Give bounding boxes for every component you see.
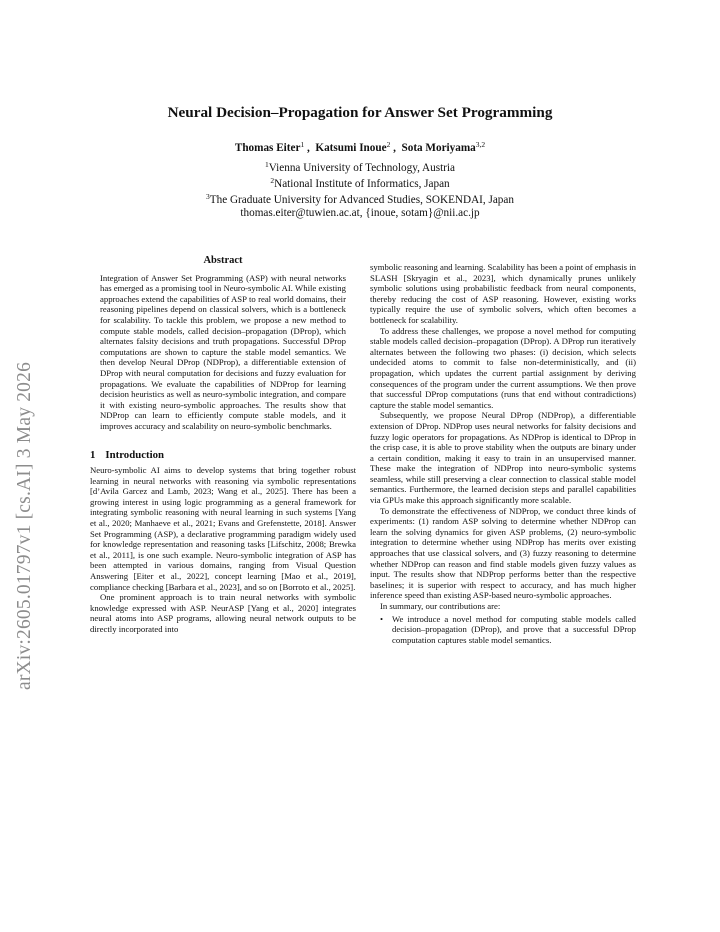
affiliation: $^3$The Graduate University for Advanced Studies, SOKENDAI, Japan: [206, 192, 514, 206]
author-affil-mark: 3,2: [475, 140, 486, 149]
affiliation: $^1$Vienna University of Technology, Austria: [265, 160, 455, 174]
author-name: Katsumi Inoue: [315, 142, 387, 154]
left-column: [90, 256, 356, 635]
intro-paragraph: Neuro-symbolic AI aims to develop systems that bring together robust learning in neural networks with reasoning via symbolic representations [d’Avila Garcez and Lamb, 2023; Wang et al., 2025]. There has been a growing interest in using logic programming as a general framework for integrating symbolic reasoning with neural learning in such systems [Yang et al., 2020; Manhaeve et al., 2021; Evans and Grefenstette, 2018]. Answer Set Programming (ASP), a declarative programming paradigm widely used for knowledge representation and reasoning tasks [Lifschitz, 2008; Brewka et al., 2011], is one such example. Neuro-symbolic integration of ASP has been attempted in various domains, ranging from Visual Question Answering [Eiter et al., 2022], concept learning [Mao et al., 2019], compliance checking [Barbara et al., 2023], and so on [Borroto et al., 2025].: [90, 465, 356, 592]
section-heading: [90, 450, 356, 461]
intro-paragraph: In summary, our contributions are:: [380, 601, 501, 611]
intro-paragraph: One prominent approach is to train neural networks with symbolic knowledge expressed with ASP. NeurASP [Yang et al., 2020] integrates neural atoms into ASP programs, allowing neural network outputs to be directly incorporated into: [90, 592, 356, 634]
paper-title: Neural Decision–Propagation for Answer Set Programming: [167, 104, 553, 121]
intro-paragraph: To address these challenges, we propose a novel method for computing stable models called decision–propagation (DProp). A DProp run iteratively alternates between the following two phases: (i) decision, which selects undecided atoms to commit to false non-deterministically, and (ii) propagation, which updates the current partial assignment by deriving consequences of the program under the current assumptions. We then prove that successful DProp computations (runs that end without contradictions) capture the stable model semantics.: [370, 325, 636, 410]
author-list: Thomas Eiter$^1$ , Katsumi Inoue$^2$ , Sota Moriyama$^{3,2}$: [234, 140, 486, 154]
intro-paragraph: To demonstrate the effectiveness of NDProp, we conduct three kinds of experiments: (1) random ASP solving to determine whether NDProp can learn the solving dynamics for given ASP problems, (2) neuro-symbolic integration to determine whether using NDProp has merits over existing approaches that use classical solvers, and (3) fuzzy reasoning to determine whether NDProp can reason and find stable models given fuzzy values as input. The results show that NDProp performs better than the respective baselines; it is superior with respect to accuracy, and has much higher inference speed than existing ASP-based neuro-symbolic approaches.: [370, 505, 636, 601]
intro-paragraph: Subsequently, we propose Neural DProp (NDProp), a differentiable extension of DProp. NDProp uses neural networks for falsity decisions and fuzzy logic operators for propagations. As NDProp is identical to DProp in the crisp case, it is able to prove stability when the outputs are binary under a certain condition, making it easy to train in an unsupervised manner. These make the integration of NDProp into neuro-symbolic systems seamless, while still preserving a clear connection to classical stable model semantics. Furthermore, the learned decision steps and parallel capabilities via GPUs make this approach significantly more scalable.: [370, 410, 636, 506]
intro-paragraph: symbolic reasoning and learning. Scalability has been a point of emphasis in SLASH [Skryagin et al., 2023], which dynamically prunes unlikely symbolic solutions using probabilistic feedback from neural components, thereby reducing the cost of ASP reasoning. However, existing works typically require the use of symbolic solvers, which often becomes a bottleneck for scalability.: [370, 262, 636, 325]
right-column: [370, 262, 636, 645]
abstract-heading: Abstract: [203, 255, 243, 266]
author-name: Sota Moriyama: [401, 142, 476, 154]
author-name: Thomas Eiter: [234, 142, 301, 154]
section-number: 1: [90, 448, 96, 461]
contribution-list: [370, 614, 636, 646]
affiliation: $^2$National Institute of Informatics, Japan: [270, 176, 450, 190]
arxiv-side-stamp[interactable]: arXiv:2605.01797v1 [cs.AI] 3 May 2026: [14, 361, 35, 690]
section-title: Introduction: [105, 448, 165, 461]
abstract-text: Integration of Answer Set Programming (ASP) with neural networks has emerged as a promising tool in Neuro-symbolic AI. While existing approaches extend the capabilities of ASP to real world domains, their reasoning pipelines depend on classical solvers, which is a bottleneck for scalability. To tackle this problem, we propose a new method to compute stable models, called decision–propagation (DProp), which alternates falsity decisions and truth propagations. Successful DProp computations are shown to capture the stable model semantics. We then develop Neural DProp (NDProp), a differentiable extension of DProp with neural computation for decisions and fuzzy evaluation for propagations. We evaluate the capabilities of NDProp for learning decision heuristics as well as neuro-symbolic integration, and compare it with existing neuro-symbolic approaches. The results show that NDProp can learn to efficiently compute stable models, and it improves accuracy and scalability on neuro-symbolic benchmarks.: [100, 272, 346, 431]
author-affil-mark: 2: [386, 140, 391, 149]
author-affil-mark: 1: [300, 140, 305, 149]
contribution-item: • We introduce a novel method for computing stable models called decision–propagation (DProp), and prove that a successful DProp computation captures stable model semantics.: [392, 614, 636, 646]
author-emails[interactable]: thomas.eiter@tuwien.ac.at, {inoue, sotam}@nii.ac.jp: [240, 207, 480, 219]
